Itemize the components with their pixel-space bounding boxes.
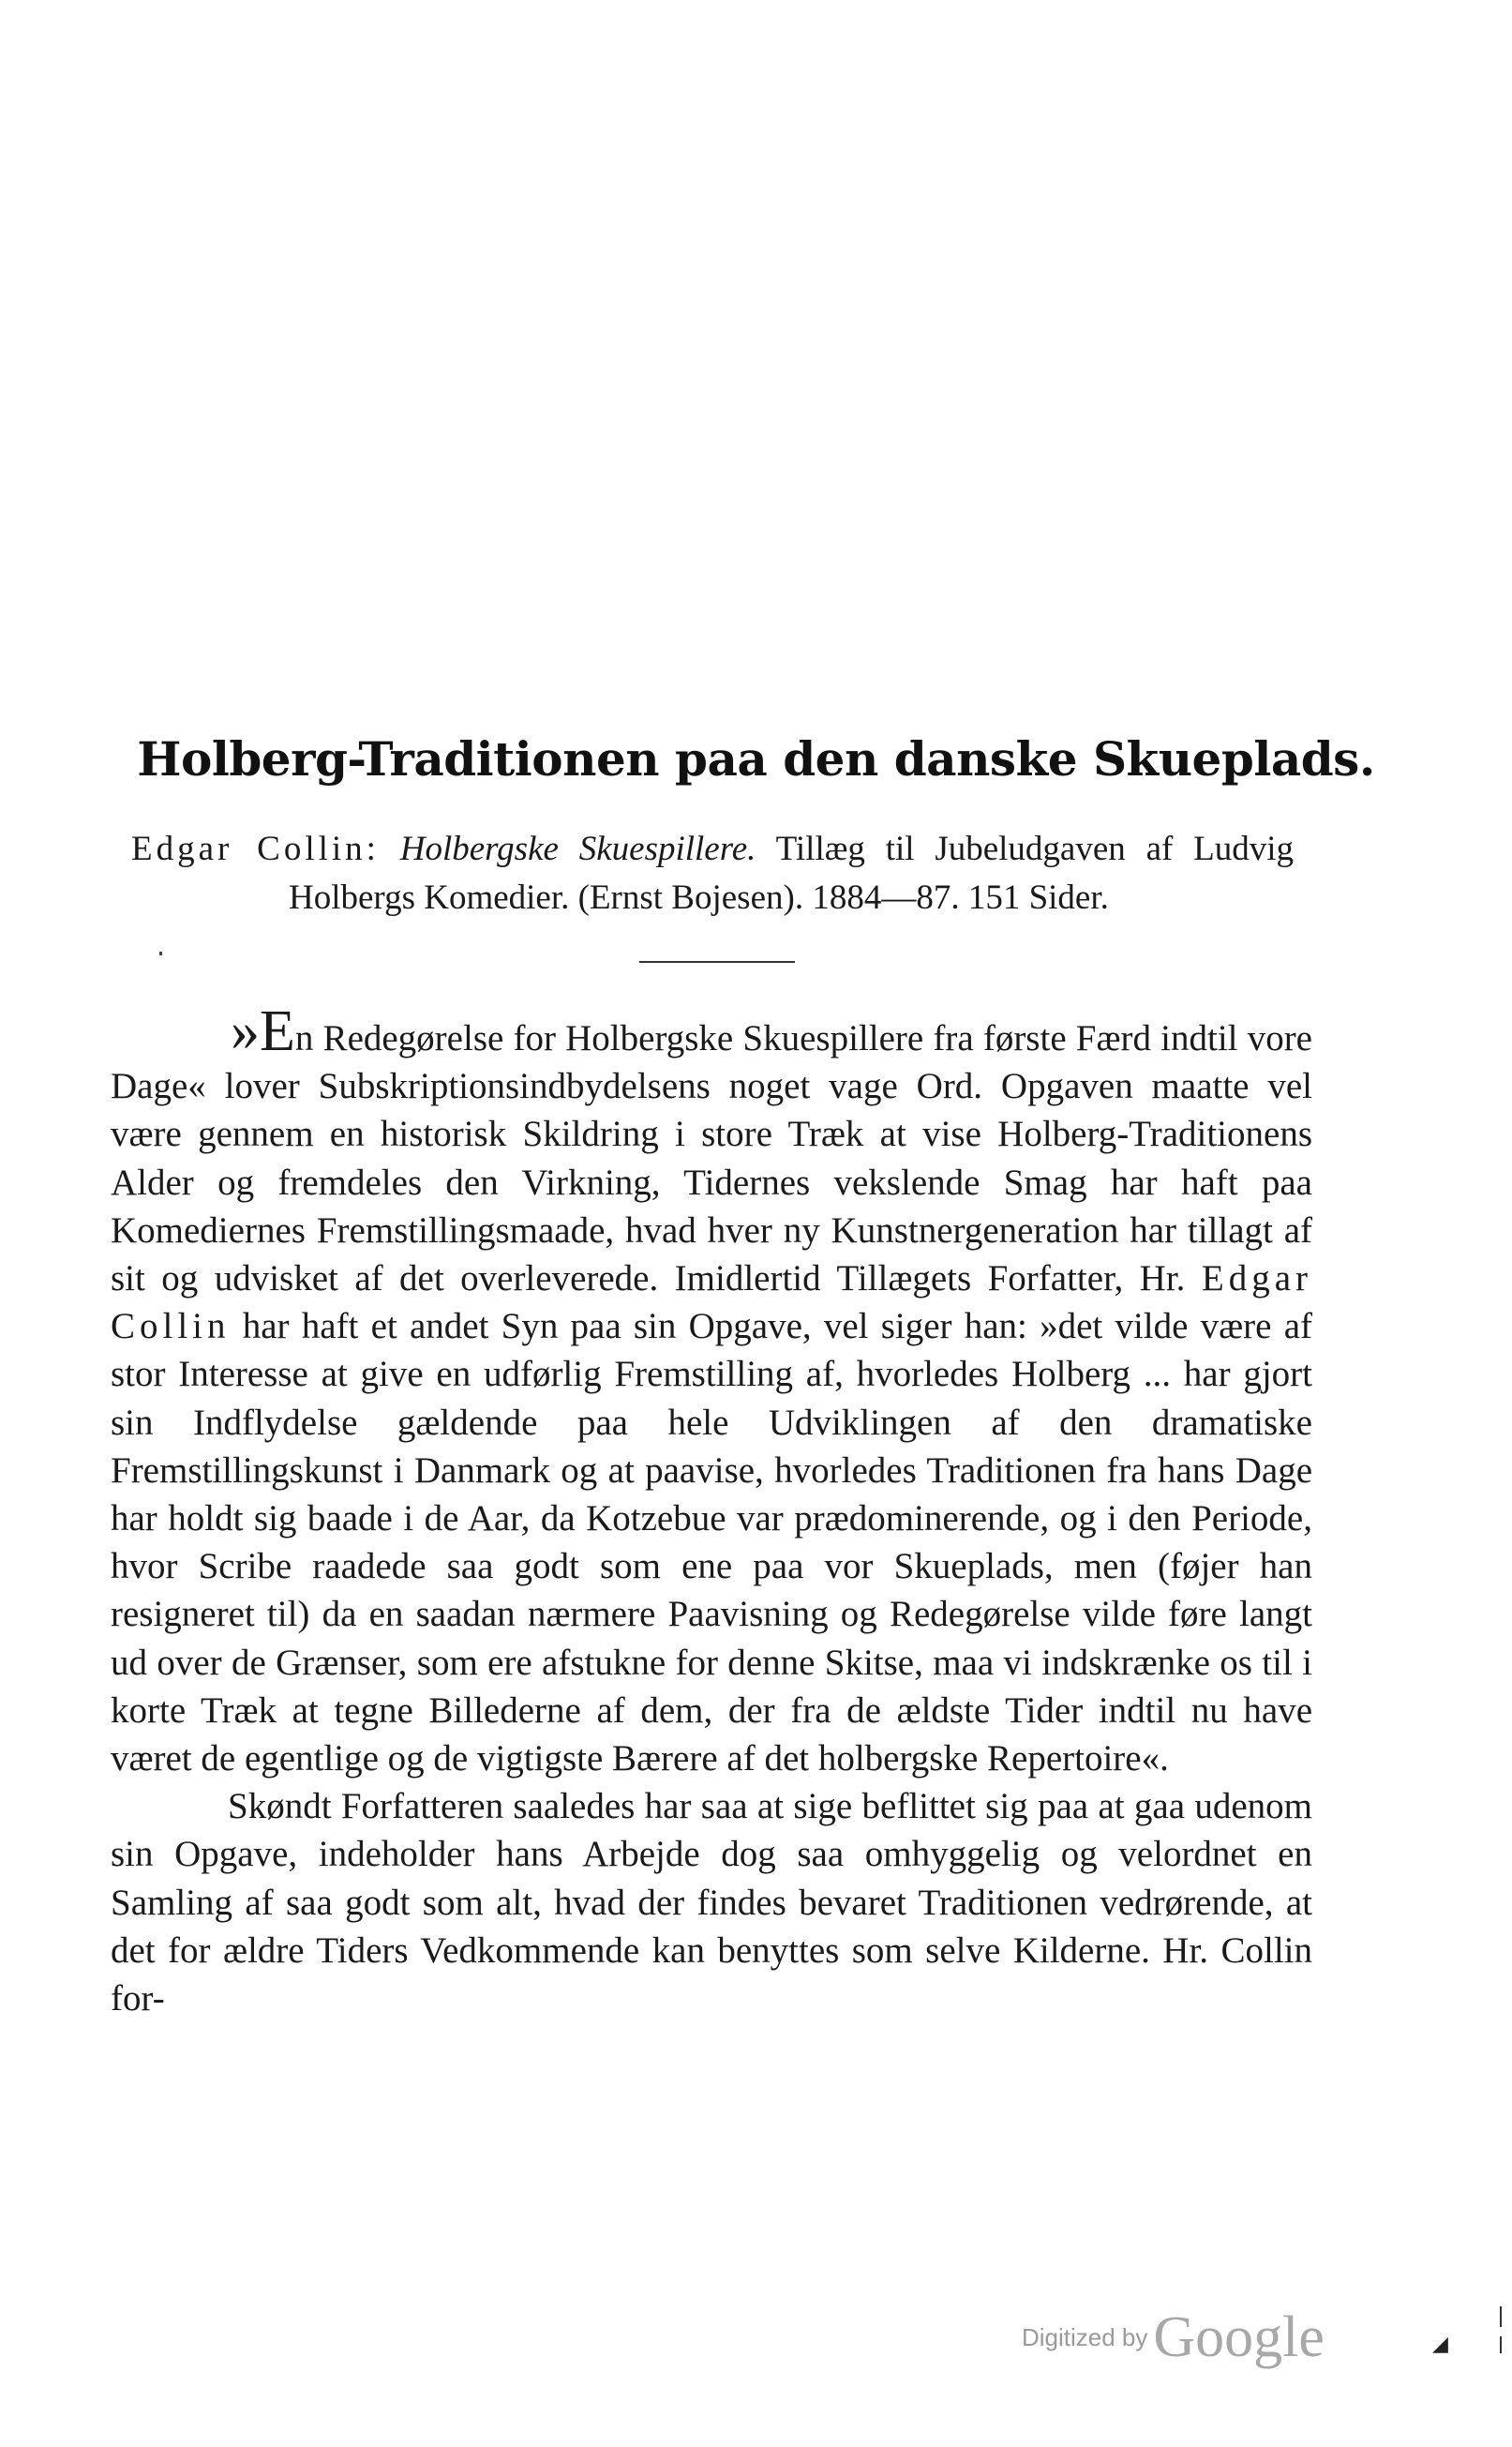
article-title: Holberg-Traditionen paa den danske Skueplads.	[137, 731, 1375, 787]
section-divider	[639, 961, 795, 963]
reference-book-title: Holbergske Skuespillere.	[399, 830, 756, 868]
reference-line-1	[131, 825, 1294, 874]
digitized-by-label: Digitized by	[1022, 2323, 1148, 2351]
google-logo: Google	[1153, 2305, 1325, 2369]
paragraph-1-text-a: n Redegørelse for Holbergske Skuespillere fra første Færd indtil vore Dage« lover Subskriptionsindbydelsens noget vage Ord. Opgaven maatte vel være gennem en historisk Skildring i store Træk at vise Holberg-Traditionens Alder og fremdeles den Virkning, Tidernes vekslende Smag har haft paa Komediernes Fremstillingsmaade, hvad hver ny Kunstnergeneration har tillagt af sit og udvisket af det overleverede. Imidlertid Tillægets Forfatter, Hr.	[111, 1018, 1312, 1299]
paragraph-1	[111, 999, 1312, 1782]
book-reference	[131, 825, 1294, 923]
digitized-watermark	[1022, 2304, 1325, 2371]
scan-speck	[159, 952, 162, 955]
edge-mark-top	[1500, 2306, 1502, 2327]
paragraph-2: Skøndt Forfatteren saaledes har saa at sige beflittet sig paa at gaa udenom sin Opgave, indeholder hans Arbejde dog saa omhyggelig og velordnet en Samling af saa godt som alt, hvad der findes bevaret Traditionen vedrørende, at det for ældre Tiders Vedkommende kan benyttes som selve Kilderne. Hr. Collin for-	[111, 1786, 1312, 2019]
article-body	[111, 999, 1312, 2022]
paragraph-1-text-b: har haft et andet Syn paa sin Opgave, vel siger han: »det vilde være af stor Interesse at give en udførlig Fremstilling af, hvorledes Holberg ... har gjort sin Indflydelse gældende paa hele Udviklingen af den dramatiske Fremstillingskunst i Danmark og at paavise, hvorledes Traditionen fra hans Dage har holdt sig baade i de Aar, da Kotzebue var prædominerende, og i den Periode, hvor Scribe raadede saa godt som ene paa vor Skueplads, men (føjer han resigneret til) da en saadan nærmere Paavisning og Redegørelse vilde føre langt ud over de Grænser, som ere afstukne for denne Skitse, maa vi indskrænke os til i korte Træk at tegne Billederne af dem, der fra de ældste Tider indtil nu have været de egentlige og de vigtigste Bærere af det holbergske Repertoire«.	[111, 1306, 1312, 1779]
corner-mark-icon: ◢	[1432, 2333, 1448, 2356]
reference-line-2: Holbergs Komedier. (Ernst Bojesen). 1884—87. 151 Sider.	[289, 878, 1109, 917]
reference-line-1-rest: Tillæg til Jubeludgaven af Ludvig	[775, 830, 1294, 868]
author-name: Edgar Collin	[111, 1258, 1312, 1347]
edge-mark-bottom	[1500, 2336, 1502, 2353]
opening-quote-dropcap: »E	[231, 999, 295, 1063]
reference-author: Edgar Collin:	[131, 830, 380, 868]
